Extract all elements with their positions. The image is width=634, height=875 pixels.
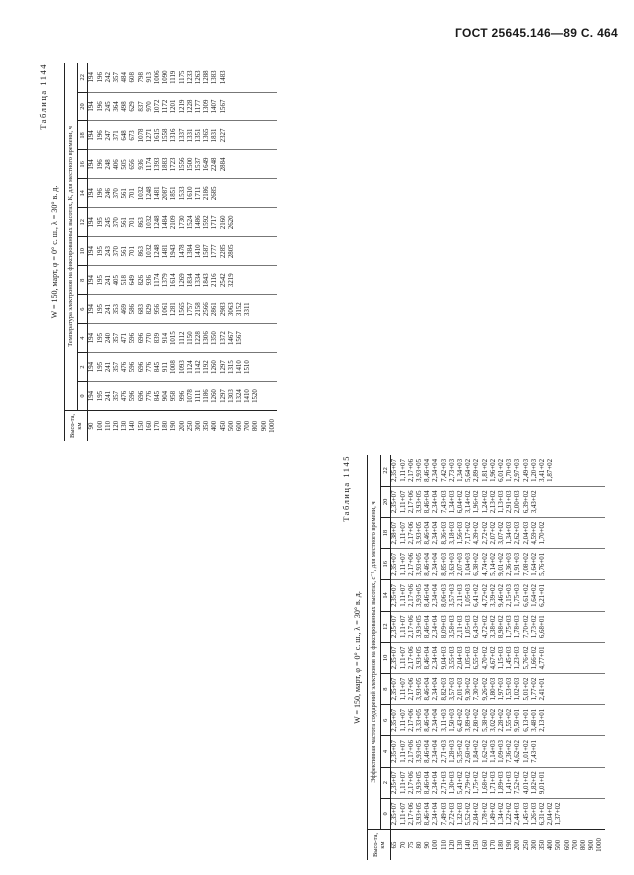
column-header: 2 xyxy=(78,353,88,382)
column-header: 6 xyxy=(78,295,88,324)
column-header: 20 xyxy=(381,486,391,517)
column-header: 10 xyxy=(78,237,88,266)
column-header: 22 xyxy=(78,63,88,92)
table-cell: 194 196 242 357 484 608 798 913 1006 1090 1119 1175 1233 1263 1288 1383 1483 xyxy=(88,63,277,92)
table-cell: 194 195 241 405 518 649 826 936 1174 1379 1614 1269 1834 1334 1843 2116 2542 3219 xyxy=(88,266,277,295)
column-header: 0 xyxy=(78,382,88,411)
table-cell: 2,38+07 1,11+07 2,17+06 3,93+05 8,46+04 2,34+04 8,36+03 3,18+03 1,56+03 7,17+02 4,39+02 2,72+02 2,07+02 3,07+02 1,34+03 2,62+03 2,04+03 4,59+02 1,70+02 xyxy=(391,517,605,548)
column-header: 14 xyxy=(78,179,88,208)
table-cell: 194 196 246 370 561 701 1032 1248 1481 2087 1851 1533 1610 1711 2186 2685 xyxy=(88,179,277,208)
table-cell: 194 195 241 357 476 596 696 776 845 904 958 996 1078 1111 1186 1260 1297 1303 1324 1410 1520 xyxy=(88,382,277,411)
table-cell: 2,35+07 1,11+07 2,17+06 3,33+05 8,46+04 2,34+04 3,11+03 1,50+03 6,43+02 3,89+02 2,80+02 5,38+02 3,02+02 2,28+02 1,55+02 9,50+01 6,13+01 3,48+01 2,13+01 xyxy=(391,705,605,736)
column-header: 18 xyxy=(381,517,391,548)
column-header: 8 xyxy=(78,266,88,295)
column-header: 16 xyxy=(78,150,88,179)
table-cell: 194 195 245 370 561 701 863 1032 1248 1484 2109 1730 1524 1486 1592 1717 2160 2620 xyxy=(88,208,277,237)
table-cell: 2,35+07 1,11+07 2,17+06 3,93+05 8,46+04 2,34+04 8,85+03 3,63+03 2,07+03 1,04+03 6,38+02 4,74+02 5,14+02 9,01+02 2,36+03 1,91+03 7,08+02 1,64+02 5,76+01 xyxy=(391,549,605,580)
height-column: 90 100 110 120 130 140 150 160 170 180 190 200 250 300 350 400 450 500 600 700 800 900 1000 xyxy=(88,411,277,442)
page-header: ГОСТ 25645.146—89 С. 464 xyxy=(455,26,618,40)
column-header: 6 xyxy=(381,705,391,736)
column-header: 20 xyxy=(78,92,88,121)
table-cell: 2,35+07 1,11+07 2,17+06 3,93+05 8,46+04 2,34+04 7,42+03 2,73+03 1,34+03 5,64+02 2,89+02 1,81+02 1,96+02 6,01+02 1,70+03 2,97+03 2,49+03 1,20+03 3,41+02 1,87+02 xyxy=(391,455,605,486)
table-1144-block xyxy=(39,63,277,441)
table-cell: 2,35+07 1,11+07 2,17+06 3,93+05 8,46+04 2,34+04 7,49+03 2,72+03 1,32+03 5,52+02 2,84+02 1,78+02 1,49+02 1,34+02 1,22+02 2,44+03 1,45+03 1,26+03 6,31+02 2,04+02 1,37+02 xyxy=(391,798,605,829)
table-cell: 2,35+07 1,11+07 2,17+06 3,93+05 8,46+04 2,34+04 8,09+03 3,58+03 2,11+03 1,05+03 6,43+02 4,72+02 3,38+02 8,98+02 1,75+03 1,78+03 7,70+02 1,73+02 6,68+01 xyxy=(391,611,605,642)
table-title: W = 150, март, φ = 0° с. ш., λ = 30° в. д. xyxy=(50,185,60,319)
table-cell: 194 195 240 357 471 596 696 770 839 914 1015 1112 1150 1228 1306 1350 1372 1467 1567 xyxy=(88,324,277,353)
table-cell: 194 196 248 406 505 656 936 1174 1393 1883 1723 1556 1500 1537 1649 2248 2884 xyxy=(88,150,277,179)
column-header: 14 xyxy=(381,580,391,611)
table-cell: 194 196 245 364 498 629 837 970 1072 1172 1201 1219 1228 1177 1309 1407 1567 xyxy=(88,92,277,121)
table-cell: 2,35+07 1,11+07 2,17+06 3,93+05 8,46+04 2,34+04 8,06+03 3,57+03 2,11+03 1,05+03 6,41+02 4,72+02 3,39+02 9,46+02 2,15+03 1,75+03 6,61+02 1,64+02 6,21+01 xyxy=(391,580,605,611)
span-header: Эффективная частота соударений электронов на фиксированных высотах, с⁻¹, для местного времени, ч xyxy=(368,455,381,830)
table-cell: 2,35+07 1,11+07 2,17+06 3,93+05 8,46+04 2,34+04 9,04+03 3,55+03 2,04+03 1,05+03 6,55+02 4,70+02 4,67+02 1,15+03 1,45+03 1,23+03 5,76+02 1,66+02 4,77+01 xyxy=(391,642,605,673)
data-table xyxy=(64,63,277,441)
table-cell: 2,35+07 1,11+07 2,17+06 3,93+05 8,46+04 2,34+04 8,82+03 3,57+03 2,01+03 9,30+02 7,30+02 9,26+02 1,80+03 1,97+03 1,53+03 1,02+03 5,01+02 1,77+02 2,41+01 xyxy=(391,673,605,704)
table-cell: 194 195 241 357 476 596 696 776 845 911 1008 1093 1124 1142 1192 1260 1297 1315 1410 1510 xyxy=(88,353,277,382)
column-header: 8 xyxy=(381,673,391,704)
column-header: 12 xyxy=(381,611,391,642)
column-header: 10 xyxy=(381,642,391,673)
table-number: Таблица 1145 xyxy=(341,455,351,522)
table-number: Таблица 1144 xyxy=(38,63,48,130)
table-cell: 2,35+07 1,11+07 2,17+06 3,93+05 8,46+04 2,34+04 2,71+03 1,28+03 5,35+02 2,60+02 1,84+02 1,62+02 1,14+03 1,09+03 7,36+02 4,62+02 1,01+02 7,43+01 xyxy=(391,736,605,767)
column-header: 0 xyxy=(381,798,391,829)
column-header: 22 xyxy=(381,455,391,486)
column-header: 2 xyxy=(381,767,391,798)
table-cell: 2,35+07 1,11+07 2,17+06 3,93+05 8,46+04 2,34+04 2,71+03 1,30+03 5,41+02 2,79+02 1,75+02 1,68+02 1,71+03 1,89+03 1,41+03 7,52+02 4,01+02 1,82+02 9,01+01 xyxy=(391,767,605,798)
height-column: 65 70 75 80 90 100 110 120 130 140 150 160 170 180 190 200 250 300 350 400 500 600 700 800 900 1000 xyxy=(391,830,605,861)
column-header: 4 xyxy=(381,736,391,767)
span-header: Температура электронов на фиксированных высотах, К, для местного времени, ч xyxy=(65,63,78,411)
column-header: 12 xyxy=(78,208,88,237)
table-cell: 194 195 241 353 469 586 683 829 956 1061 1281 1565 1757 2158 2566 2861 2983 3063 3152 3311 xyxy=(88,295,277,324)
table-title: W = 150, март, φ = 0° с. ш., λ = 30° в. д. xyxy=(353,591,363,724)
data-table xyxy=(367,455,604,860)
table-cell: 194 196 247 371 648 673 1078 1271 1615 1558 1316 1337 1331 1351 1365 1831 2327 xyxy=(88,121,277,150)
column-header: 4 xyxy=(78,324,88,353)
row-header: Высо-та, км xyxy=(65,411,88,442)
column-header: 18 xyxy=(78,121,88,150)
row-header: Высо-та, км xyxy=(368,830,391,861)
table-1145-block xyxy=(342,455,605,860)
column-header: 16 xyxy=(381,549,391,580)
table-cell: 194 195 243 370 561 701 863 1032 1248 1481 1943 1478 1384 1410 1587 1777 2285 2805 xyxy=(88,237,277,266)
table-cell: 2,35+07 1,11+07 2,17+06 3,93+05 8,46+04 2,34+04 7,43+03 1,34+03 6,04+02 3,14+02 1,96+02 1,24+02 2,13+02 1,13+03 2,91+03 2,00+03 6,39+02 3,43+02 xyxy=(391,486,605,517)
